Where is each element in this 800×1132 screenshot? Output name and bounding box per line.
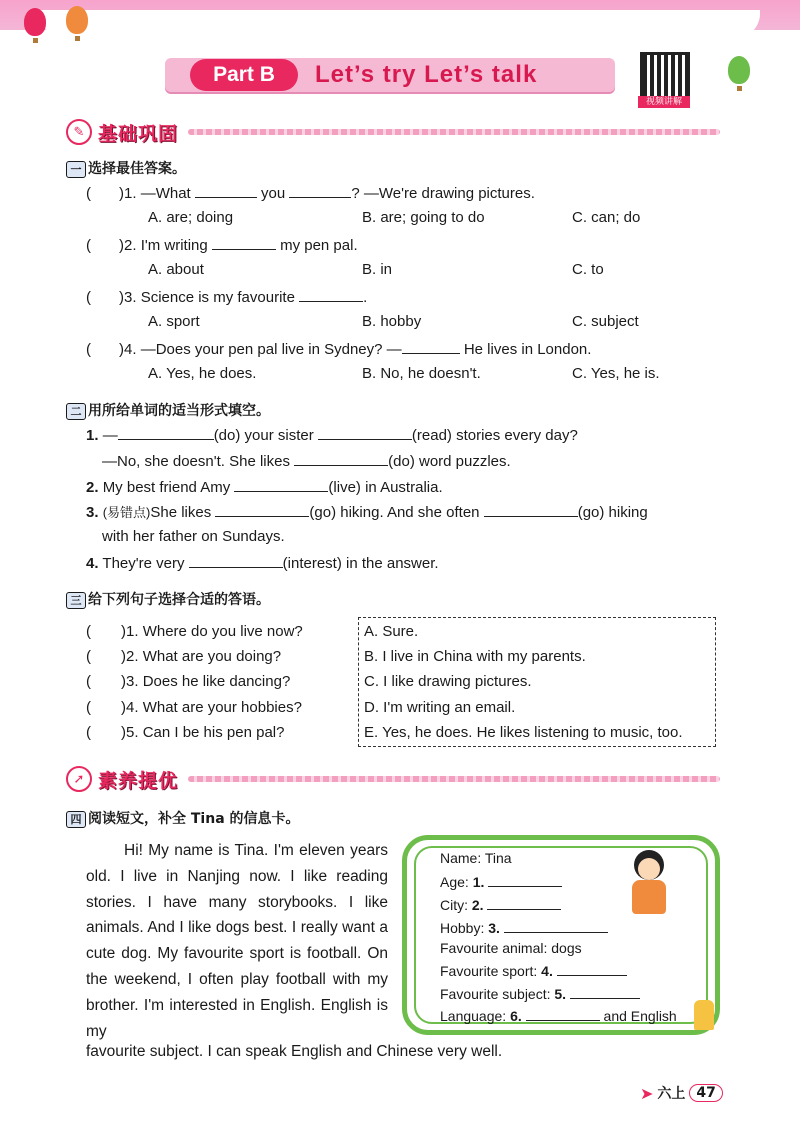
task-heading	[66, 400, 270, 420]
card-field-label: Favourite subject:	[440, 986, 551, 1002]
section-divider	[188, 129, 720, 135]
top-decoration-curve	[40, 10, 760, 44]
answer-paren[interactable]: (	[86, 673, 91, 690]
answer-blank[interactable]	[289, 183, 351, 198]
card-language	[440, 1006, 677, 1026]
question-text: (live) in Australia.	[328, 479, 443, 496]
answer-blank[interactable]	[299, 287, 363, 302]
answer-choice[interactable]: A. Sure.	[364, 623, 419, 640]
fill-row	[102, 527, 285, 547]
question-text: (go) hiking. And she often	[309, 504, 480, 521]
card-field-number: 6.	[510, 1008, 522, 1024]
card-hobby	[440, 918, 608, 938]
question-text: What are you doing?	[142, 648, 282, 665]
answer-blank[interactable]	[488, 872, 562, 887]
card-field-label: Hobby:	[440, 920, 485, 936]
answer-blank[interactable]	[195, 183, 257, 198]
question-text: you	[261, 185, 286, 202]
card-city	[440, 895, 561, 915]
page-footer	[640, 1083, 723, 1103]
reading-passage	[86, 838, 388, 1044]
fill-row	[86, 502, 648, 523]
option-c[interactable]: C. Yes, he is.	[572, 365, 660, 382]
bird-icon: ➤	[640, 1083, 654, 1103]
card-field-label: Favourite sport:	[440, 963, 538, 979]
question-text: (read) stories every day?	[411, 427, 578, 444]
answer-paren[interactable]: (	[86, 185, 91, 202]
question-text: She likes	[150, 504, 212, 521]
answer-choice[interactable]: E. Yes, he does. He likes listening to music, too.	[364, 724, 683, 741]
answer-choice[interactable]: B. I live in China with my parents.	[364, 648, 586, 665]
error-prone-tag: (易错点)	[102, 505, 151, 520]
question-text: My best friend Amy	[102, 479, 231, 496]
option-a[interactable]: A. sport	[148, 313, 200, 330]
balloon-icon	[66, 6, 88, 34]
question-number: )1.	[119, 185, 137, 202]
question-text: —No, she doesn't. She likes	[102, 453, 290, 470]
question-number: )3.	[119, 289, 137, 306]
question-text: I'm writing	[140, 237, 208, 254]
question-text: with her father on Sundays.	[102, 528, 285, 545]
card-name: Name: Tina	[440, 850, 512, 866]
card-field-number: 3.	[488, 920, 500, 936]
task-instruction: 选择最佳答案。	[88, 161, 186, 177]
balloon-icon	[24, 8, 46, 36]
passage-text: Hi! My name is Tina. I'm eleven years old. I live in Nanjing now. I like reading stories. I have many storybooks. I like animals. And I like dogs best. I really want a cute dog. My favourite sport is football. On the weekend, I often play football with my brother. I'm interested in English. English is my	[86, 842, 388, 1040]
answer-blank[interactable]	[212, 235, 276, 250]
fill-row	[86, 553, 439, 574]
card-field-number: 4.	[541, 963, 553, 979]
question-text: (do) word puzzles.	[388, 453, 511, 470]
task-heading	[66, 808, 300, 828]
question-number: )4.	[121, 699, 139, 716]
question-number: )3.	[121, 673, 139, 690]
giraffe-icon	[694, 1000, 714, 1030]
question-row	[86, 183, 535, 204]
section-title: 基础巩固	[98, 122, 179, 145]
question-text: What are your hobbies?	[142, 699, 302, 716]
match-question	[86, 698, 302, 718]
answer-blank[interactable]	[118, 425, 214, 440]
answer-blank[interactable]	[487, 895, 561, 910]
question-row	[86, 235, 358, 256]
section-divider	[188, 776, 720, 782]
task-heading	[66, 589, 270, 609]
question-row	[86, 287, 367, 308]
question-text: (go) hiking	[577, 504, 648, 521]
answer-blank[interactable]	[215, 502, 309, 517]
answer-paren[interactable]: (	[86, 699, 91, 716]
section-heading-basic	[66, 119, 720, 145]
page-title: Let’s try Let’s talk	[315, 61, 538, 88]
card-sport	[440, 961, 627, 981]
card-field-number: 2.	[471, 897, 484, 913]
answer-blank[interactable]	[570, 984, 640, 999]
question-text: He lives in London.	[463, 341, 592, 358]
question-number: )1.	[121, 623, 139, 640]
card-animal: Favourite animal: dogs	[440, 940, 582, 956]
answer-blank[interactable]	[504, 918, 608, 933]
task-instruction: 阅读短文，补全 Tina 的信息卡。	[88, 811, 300, 827]
balloon-icon	[728, 56, 750, 84]
question-text: (do) your sister	[213, 427, 314, 444]
option-b[interactable]: B. No, he doesn't.	[362, 365, 481, 382]
answer-blank[interactable]	[557, 961, 627, 976]
question-text: Can I be his pen pal?	[142, 724, 285, 741]
card-field-label: City:	[440, 897, 468, 913]
match-question	[86, 622, 303, 642]
answer-blank[interactable]	[294, 451, 388, 466]
question-number: )4.	[119, 341, 137, 358]
answer-blank[interactable]	[526, 1006, 600, 1021]
answer-blank[interactable]	[318, 425, 412, 440]
task-number: 一	[66, 161, 86, 178]
task-number: 三	[66, 592, 86, 609]
rocket-icon: ➚	[66, 766, 92, 792]
question-number: )2.	[121, 648, 139, 665]
answer-paren[interactable]: (	[86, 648, 91, 665]
fill-row	[86, 425, 578, 446]
match-question	[86, 672, 290, 692]
question-text: (interest) in the answer.	[282, 555, 439, 572]
option-c[interactable]: C. can; do	[572, 209, 641, 226]
question-number: )5.	[121, 724, 139, 741]
qr-code-icon[interactable]	[640, 52, 690, 102]
girl-illustration-icon	[626, 850, 672, 920]
option-a[interactable]: A. are; doing	[148, 209, 234, 226]
card-subject	[440, 984, 640, 1004]
card-field-number: 5.	[554, 986, 567, 1002]
question-number: 1.	[86, 427, 99, 444]
question-number: 4.	[86, 555, 99, 572]
question-text: Does he like dancing?	[142, 673, 291, 690]
question-text: ? —We're drawing pictures.	[351, 185, 535, 202]
option-b[interactable]: B. in	[362, 261, 393, 278]
answer-paren[interactable]: (	[86, 724, 91, 741]
pencil-icon: ✎	[66, 119, 92, 145]
question-text: They're very	[102, 555, 185, 572]
question-text: —What	[140, 185, 191, 202]
answer-blank[interactable]	[189, 553, 283, 568]
option-a[interactable]: A. about	[148, 261, 204, 278]
option-b[interactable]: B. hobby	[362, 313, 422, 330]
section-heading-advanced	[66, 766, 720, 792]
task-heading	[66, 158, 186, 178]
answer-choice[interactable]: D. I'm writing an email.	[364, 699, 516, 716]
option-c[interactable]: C. to	[572, 261, 604, 278]
passage-last-line: favourite subject. I can speak English and Chinese very well.	[86, 1043, 503, 1060]
question-text: my pen pal.	[280, 237, 358, 254]
card-field-label: and English	[603, 1008, 677, 1024]
task-instruction: 用所给单词的适当形式填空。	[88, 403, 270, 419]
answer-choice[interactable]: C. I like drawing pictures.	[364, 673, 532, 690]
answer-blank[interactable]	[484, 502, 578, 517]
match-question	[86, 647, 281, 667]
task-number: 二	[66, 403, 86, 420]
question-text: Where do you live now?	[142, 623, 303, 640]
fill-row	[102, 451, 511, 472]
question-text: .	[363, 289, 368, 306]
answer-blank[interactable]	[402, 339, 460, 354]
question-number: 2.	[86, 479, 99, 496]
option-c[interactable]: C. subject	[572, 313, 639, 330]
question-number: )2.	[119, 237, 137, 254]
answer-paren[interactable]: (	[86, 341, 91, 358]
fill-row	[86, 477, 443, 498]
answer-blank[interactable]	[234, 477, 328, 492]
answer-paren[interactable]: (	[86, 623, 91, 640]
card-field-label: Age:	[440, 874, 469, 890]
question-text: —	[102, 427, 118, 444]
task-number: 四	[66, 811, 86, 828]
page-number: 47	[689, 1084, 722, 1102]
question-text: —Does your pen pal live in Sydney? —	[140, 341, 402, 358]
question-number: 3.	[86, 504, 99, 521]
answer-paren[interactable]: (	[86, 289, 91, 306]
match-question	[86, 723, 284, 743]
part-label: Part B	[190, 59, 298, 91]
card-age	[440, 872, 562, 892]
question-text: Science is my favourite	[140, 289, 295, 306]
answer-paren[interactable]: (	[86, 237, 91, 254]
option-b[interactable]: B. are; going to do	[362, 209, 485, 226]
question-row	[86, 339, 591, 360]
option-a[interactable]: A. Yes, he does.	[148, 365, 257, 382]
card-field-number: 1.	[472, 874, 485, 890]
grade-label: 六上	[657, 1086, 686, 1102]
qr-label: 视频讲解	[638, 96, 690, 108]
card-field-label: Language:	[440, 1008, 507, 1024]
section-title: 素养提优	[98, 769, 179, 792]
task-instruction: 给下列句子选择合适的答语。	[88, 592, 270, 608]
